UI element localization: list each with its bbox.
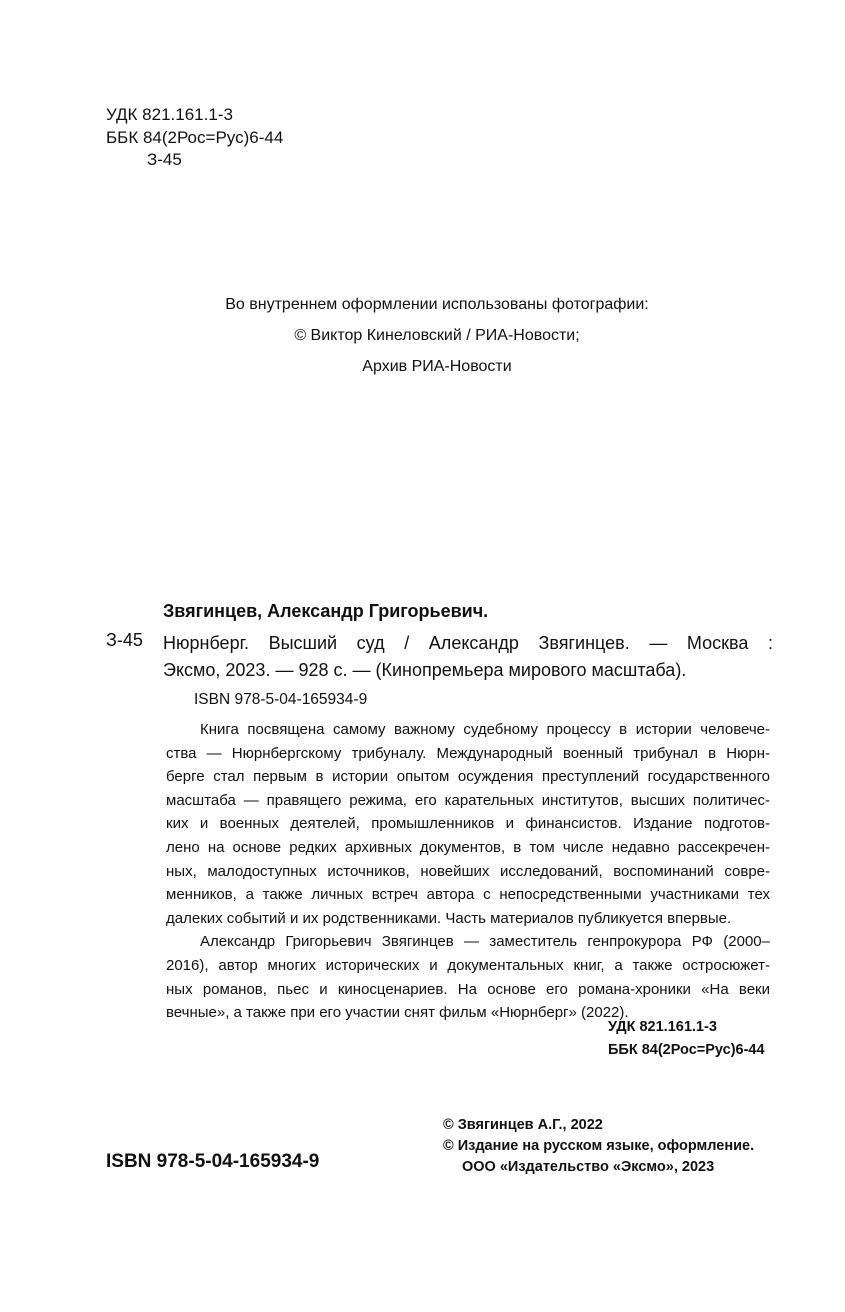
classification-header [106,104,283,172]
annotation-line: ства — Нюрнбергскому трибуналу. Международный военный трибунал в Нюрн- [166,744,770,762]
annotation-line: вечные», а также при его участии снят фильм «Нюрнберг» (2022). [166,1004,629,1022]
credits-line-1: Во внутреннем оформлении использованы фотографии: [225,296,649,313]
annotation-line: берге стал первым в истории опытом осуждения преступлений государственного [166,768,770,786]
annotation-line: ных, малодоступных источников, новейших исследований, воспоминаний совре- [166,862,770,880]
annotation-line: ных романов, пьес и киносценариев. На основе его романа-хроники «На веки [166,980,770,998]
copyright-author: © Звягинцев А.Г., 2022 [443,1117,603,1133]
annotation-line: менников, а также личных встреч автора с непосредственными участниками тех [166,886,770,904]
catalog-title [163,630,773,684]
copyright-edition: © Издание на русском языке, оформление. [443,1138,755,1154]
author-mark: З-45 [147,150,182,169]
credits-line-3: Архив РИА-Новости [362,358,512,375]
annotation-line: далеких событий и их родственниками. Часть материалов публикуется впервые. [166,909,732,927]
footer-isbn: ISBN 978-5-04-165934-9 [106,1151,320,1172]
catalog-title-line-2: Эксмо, 2023. — 928 с. — (Кинопремьера мирового масштаба). [163,660,687,680]
catalog-title-line-1: Нюрнберг. Высший суд / Александр Звягинцев. — Москва : [163,633,773,653]
catalog-author: Звягинцев, Александр Григорьевич. [163,601,489,621]
copyright-publisher: ООО «Издательство «Эксмо», 2023 [462,1159,715,1175]
annotation-line: 2016), автор многих исторических и документальных книг, а также остросюжет- [166,956,770,974]
annotation-line: Александр Григорьевич Звягинцев — заместитель генпрокурора РФ (2000– [200,933,770,951]
footer-udk: УДК 821.161.1-3 [608,1019,717,1035]
footer-classification [608,1016,765,1061]
annotation-line: Книга посвящена самому важному судебному процессу в истории человече- [200,721,770,738]
annotation-line: масштаба — правящего режима, его карательных институтов, высших политичес- [166,791,770,809]
annotation [166,718,770,1025]
credits-line-2: © Виктор Кинеловский / РИА-Новости; [294,327,580,344]
catalog-isbn: ISBN 978-5-04-165934-9 [194,691,368,708]
footer-bbk: ББК 84(2Рос=Рус)6-44 [608,1041,765,1058]
photo-credits [0,289,845,382]
catalog-author-mark: З-45 [106,630,143,650]
udk-code: УДК 821.161.1-3 [106,105,233,124]
copyright-block [443,1115,754,1178]
annotation-line: ких и военных деятелей, промышленников и финансистов. Издание подготов- [166,815,770,833]
annotation-line: лено на основе редких архивных документов, в том числе недавно рассекречен- [166,838,770,856]
bbk-code: ББК 84(2Рос=Рус)6-44 [106,127,284,147]
